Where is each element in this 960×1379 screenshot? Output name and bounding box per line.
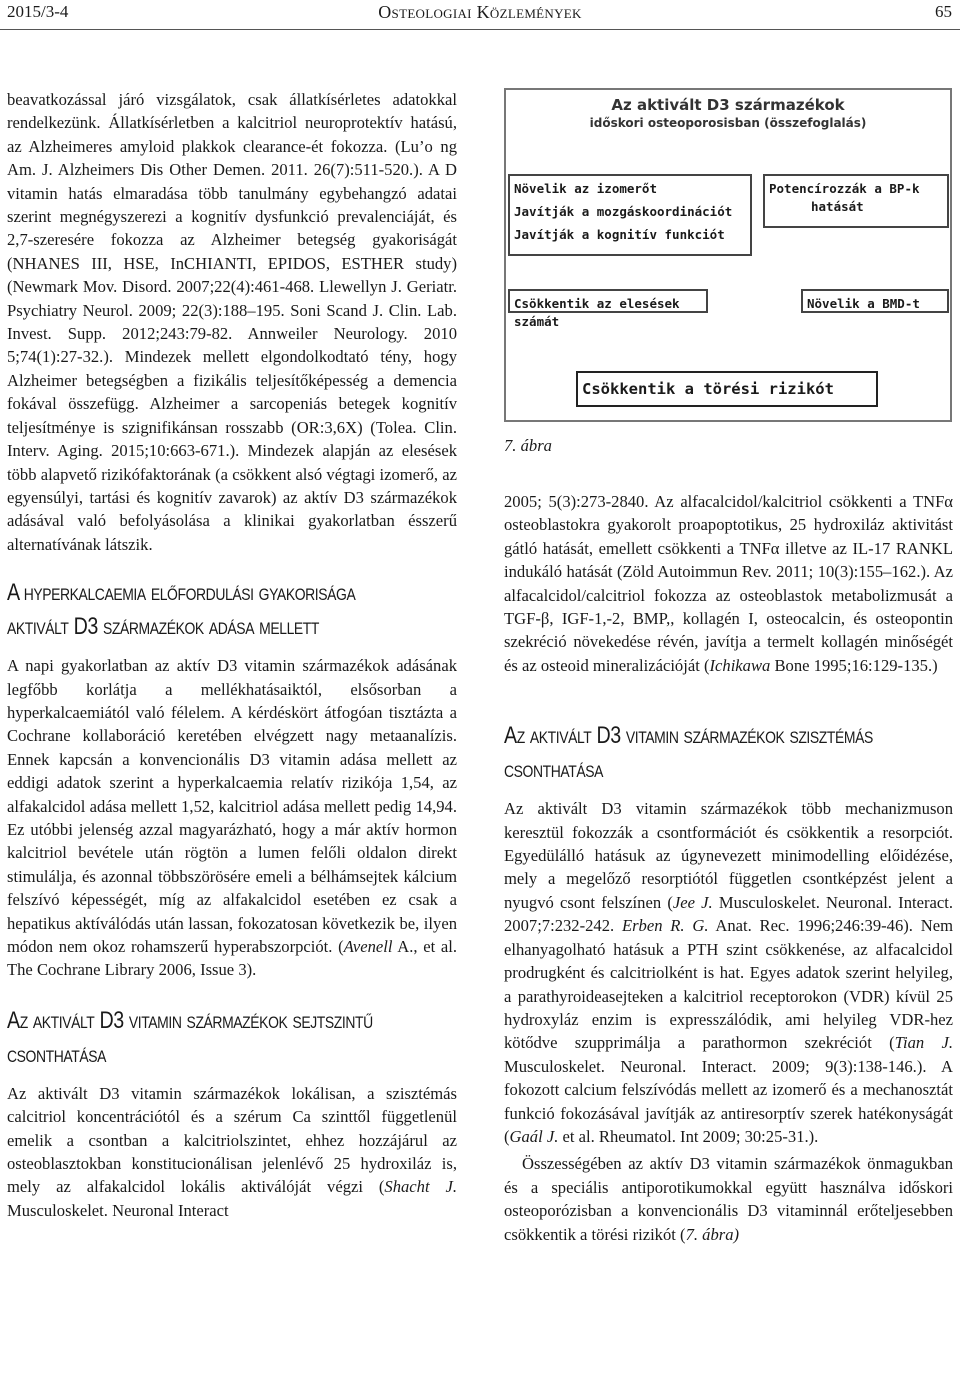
bp-potentiation-box xyxy=(763,174,949,228)
journal-title: Osteologiai Közlemények xyxy=(378,2,582,22)
citation-author: Gaál J. xyxy=(509,1126,559,1146)
paragraph xyxy=(504,490,953,677)
figure-subtitle: időskori osteoporosisban (összefoglalás) xyxy=(589,116,867,130)
heading-line: A hyperkalcaemia előfordulási gyakorisága xyxy=(7,579,356,607)
text-span: et al. Rheumatol. Int 2009; 30:25-31.). xyxy=(558,1126,819,1146)
figure-title: Az aktivált D3 származékok xyxy=(611,96,845,114)
falls-box: Csökkentik az elesések számát xyxy=(508,289,708,313)
page-number: 65 xyxy=(935,2,952,21)
text-span: Az aktivált D3 vitamin származékok lokálisan, a szisztémás calcitriol koncentrációtól és a szérum Ca szinttől függetlenül emelik a csontban a kalcitriolszintet, ehhez hozzájárul az osteoblasztokban konstitucionálisan jelenlévő 25 hydroxiláz is, mely az alfakalcidol lokális aktiválóját végzi ( xyxy=(7,1083,457,1197)
text-span: A napi gyakorlatban az aktív D3 vitamin származékok adásának legfőbb korlátja a mellékhatásaiktól, elsősorban a hyperkalcaemiától való félelem. A kérdéskört átfogóan tisztázta a Cochrane kollaboráció keretében elvégzett nagy metaanalízis. Ennek kapcsán a konvencionális D3 vitamin adása mellett az eddigi adatok szerint a hyperkalcaemia relatív rizikója 1,54, az alfakalcidol adása mellett 1,52, kalcitriol adása mellett pedig 14,94. Ez utóbbi jelenség azzal magyarázható, hogy a már aktív hormon kalcitriol bevétele után rögtön a lumen felőli oldalon direkt stimulálja, és azonnal többszörösére emeli a bélhámsejtek kálcium felszívó képességét, míg az alfakalcidol esetében ez csak a hepatikus aktíválódás után lassan, fokozatosan következik be, ilyen módon nem okoz rohamszerű hyperabszorpciót. ( xyxy=(7,656,457,956)
paragraph xyxy=(504,797,953,1148)
text-span: Összességében az aktív D3 vitamin származékok önmagukban és a speciális antiporotikumokkal együtt használva időskori osteoporózisban a konvencionális D3 vitaminnál erőteljesebben csökkentik a törési rizikót ( xyxy=(504,1154,953,1244)
text-span: Musculoskelet. Neuronal Interact xyxy=(7,1200,229,1220)
citation-author: Avenell xyxy=(343,937,393,956)
text-span: 2005; 5(3):273-2840. Az alfacalcidol/kalcitriol csökkenti a TNFα osteoblastokra gyakorolt proapoptotikus, 25 hydroxiláz aktivitást gátló hatását, emellett csökkenti a TNFα illetve az IL-17 RANKL indukáló hatását (Zöld Autoimmun Rev. 2011; 10(3):155–162.). Az alfacalcidol/calcitriol fokozza az osteoblastok metabolizmusát a TGF-β, IGF-1,-2, BMP,, kollagén I, osteocalcin, és osteopontin szekréció növekedése révén, javítja a termelt kollagén minőségét és az osteoid mineralizációját ( xyxy=(504,492,953,675)
left-column xyxy=(7,88,457,1222)
text-span: Musculoskelet. Neuronal. Interact. 2007;7:232-242. xyxy=(504,892,953,936)
section-heading xyxy=(504,719,872,787)
effect-muscle: Növelik az izomerőt xyxy=(514,181,657,196)
text-span: A., et al. The Cochrane Library 2006, Issue 3). xyxy=(7,937,457,980)
box-line: hatását xyxy=(811,199,864,214)
running-header xyxy=(0,0,960,30)
section-heading xyxy=(7,1004,376,1072)
box-line: Potencírozzák a BP-k xyxy=(769,181,920,196)
paragraph xyxy=(7,1082,457,1222)
heading-line: aktivált D3 származékok adása mellett xyxy=(7,613,320,641)
bmd-box: Növelik a BMD-t xyxy=(801,289,949,313)
paragraph xyxy=(7,654,457,982)
heading-line: csonthatása xyxy=(504,756,604,784)
text-span: Bone 1995;16:129-135.) xyxy=(770,655,938,675)
citation-author: Erben R. G. xyxy=(621,916,709,936)
effects-box xyxy=(508,174,752,256)
citation-author: Shacht J. xyxy=(384,1177,457,1197)
paragraph xyxy=(504,1152,953,1246)
section-heading xyxy=(7,576,376,644)
text-span: Anat. Rec. 1996;246:39-46). Nem elhanyagolható hatásuk a PTH szint csökkenése, az alfacalcidol prodrugként és calcitriolként is hat. Egyes adatok szerint helyileg, a parathyroideasejteken a kalcitriol receptorokon (VDR) kívül 25 hydroxyláz enzim is expresszálódik, ami helyileg VDR-hez kötődve szupprimálja a parathormon szekréciót ( xyxy=(504,916,953,1053)
citation-author: Tian J. xyxy=(894,1033,953,1053)
heading-line: Az aktivált D3 vitamin származékok sejtszintű xyxy=(7,1006,373,1034)
citation-author: Jee J. xyxy=(672,892,713,912)
text-span: Az aktivált D3 vitamin származékok több mechanizmuson keresztül fokozzák a csontformációt és csökkentik a resorpciót. Egyedülálló hatásuk az úgynevezett minimodelling előidézése, mely a megelőző resorptiótól független csontképzést jelent a nyugvó csont felszínen ( xyxy=(504,799,953,912)
figure-7-diagram xyxy=(504,88,952,422)
figure-caption: 7. ábra xyxy=(504,436,552,455)
citation-author: Ichikawa xyxy=(709,655,771,675)
issue-number: 2015/3-4 xyxy=(7,2,69,21)
right-column xyxy=(504,490,953,1246)
fracture-risk-box: Csökkentik a törési rizikót xyxy=(576,371,878,407)
effect-cognition: Javítják a kognitív funkciót xyxy=(514,227,725,242)
text-span: Musculoskelet. Neuronal. Interact. 2009; 9(3):138-146.). A fokozott calcium felszívódás mellett az izomerő és a mechanosztát funkció fokozásával javítják az antiresorptív szerek hatékonyságát ( xyxy=(504,1056,953,1146)
figure-reference: 7. ábra) xyxy=(685,1224,740,1244)
header-rule xyxy=(0,29,960,30)
paragraph: beavatkozással járó vizsgálatok, csak állatkísérletes adatokkal rendelkezünk. Állatkísérletben a kalcitriol neuroprotektív hatású, az Alzheimeres amyloid plakkok clearance-ét fokozza. (Lu’o ng Am. J. Alzheimers Dis Other Demen. 2011. 26(7):511-520.). A D vitamin hatás elmaradása több tanulmány egybehangzó adatai szerint megnégyszerezi a kognitív dysfunkció prevalenciáját, és 2,7-szeresére fokozza az Alzheimer betegség gyakoriságát (NHANES III, HSE, InCHIANTI, EPIDOS, ESTHER study) (Newmark Mov. Disord. 2007;22(4):461-468. Llewellyn J. Geriatr. Psychiatry Neurol. 2009; 22(3):188–195. Soni Scand J. Clin. Lab. Invest. Supp. 2012;243:79-82. Annweiler Neurology. 2010 5;74(1):27-32.). Mindezek mellett elgondolkodtató tény, hogy Alzheimer betegségben a fizikális teljesítőképesség a demencia fokával összefügg. Alzheimer a sarcopeniás betegek kognitív teljesítménye is szignifikánsan rosszabb (OR:3,6X) (Tolea. Clin. Interv. Aging. 2015;10:663-671.). Mindezek alapján az elesések több alapvető rizikófaktorának (a csökkent alsó végtagi izomerő, az egyensúlyi, tartási és kognitív zavarok) az aktív D3 származékok adásával való befolyásolása a klinikai gyakorlatban ésszerű alternatívának látszik. xyxy=(7,90,457,554)
effect-coordination: Javítják a mozgáskoordinációt xyxy=(514,204,733,219)
heading-line: csonthatása xyxy=(7,1040,107,1068)
heading-line: Az aktivált D3 vitamin származékok szisztémás xyxy=(504,722,873,750)
